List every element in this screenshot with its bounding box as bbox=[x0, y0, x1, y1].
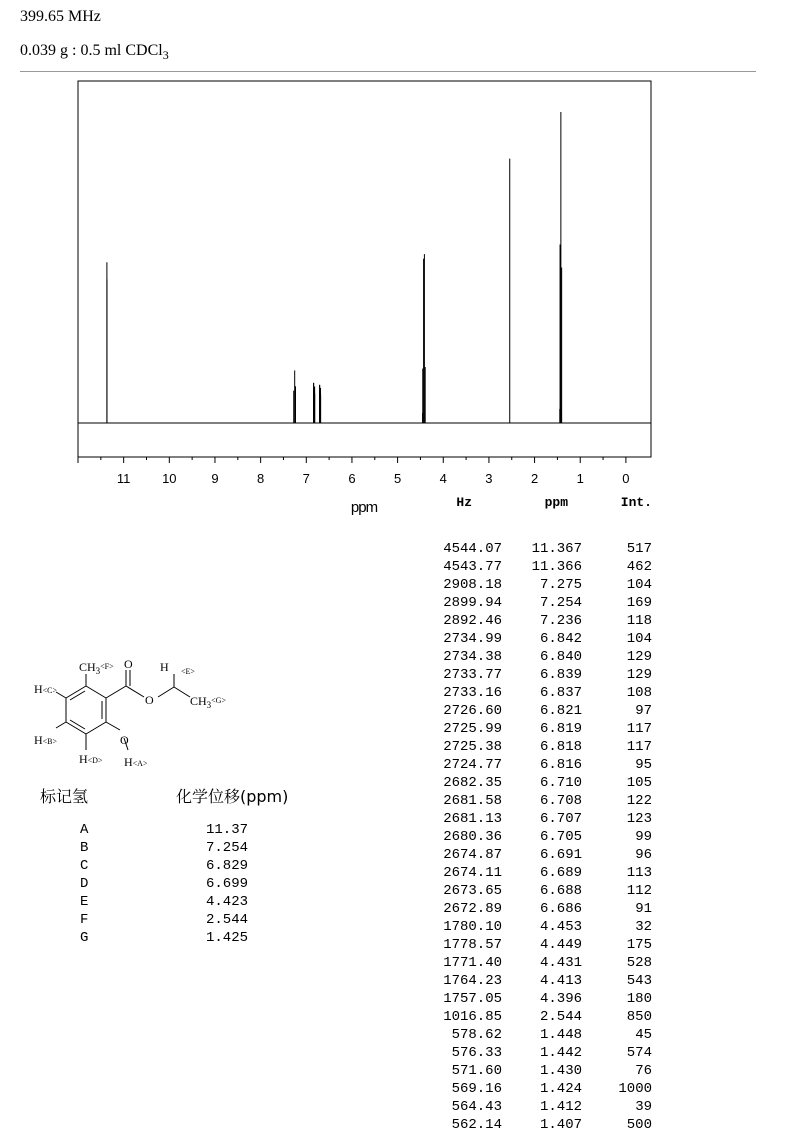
carbonyl-o-label: O bbox=[124, 657, 133, 671]
peak-row bbox=[420, 540, 652, 558]
peak-int: 96 bbox=[635, 847, 652, 863]
peak-ppm: 6.688 bbox=[539, 883, 582, 899]
peak-hz: 1016.85 bbox=[443, 1009, 502, 1025]
peak-hz: 2734.38 bbox=[443, 649, 502, 665]
peak-ppm: 6.819 bbox=[539, 721, 582, 737]
chemical-structure bbox=[28, 654, 258, 774]
peak-int: 118 bbox=[626, 613, 652, 629]
peak-int: 45 bbox=[635, 1027, 652, 1043]
assignment-shift: 4.423 bbox=[205, 894, 248, 910]
peak-row bbox=[420, 882, 652, 900]
x-tick-label: 11 bbox=[116, 471, 131, 486]
x-axis-label: ppm bbox=[350, 499, 378, 516]
h-e-label: H bbox=[160, 660, 169, 674]
assignment-row bbox=[80, 911, 248, 929]
peak-int: 113 bbox=[626, 865, 652, 881]
h-d-label: H<D> bbox=[79, 752, 103, 766]
ch3-f-label: $CH_3^{<F>}$ bbox=[79, 660, 114, 676]
peak-ppm: 6.842 bbox=[539, 631, 582, 647]
label-header: 标记氢 bbox=[40, 787, 89, 806]
peak-ppm: 1.442 bbox=[539, 1045, 582, 1061]
peak-hz: 578.62 bbox=[451, 1027, 502, 1043]
peak-hz: 2892.46 bbox=[443, 613, 502, 629]
peak-int: 129 bbox=[626, 667, 652, 683]
peak-row bbox=[420, 666, 652, 684]
peak-ppm: 7.236 bbox=[539, 613, 582, 629]
peak-int: 112 bbox=[626, 883, 652, 899]
assignment-label: F bbox=[80, 912, 89, 928]
peak-table-header bbox=[420, 494, 652, 512]
assignment-row bbox=[80, 875, 248, 893]
peak-ppm: 7.275 bbox=[539, 577, 582, 593]
peak-hz: 2908.18 bbox=[443, 577, 502, 593]
peak-ppm: 6.705 bbox=[539, 829, 582, 845]
peak-int: 500 bbox=[626, 1117, 652, 1133]
peak-int: 462 bbox=[626, 559, 652, 575]
peak-ppm: 7.254 bbox=[539, 595, 582, 611]
peak-row bbox=[420, 828, 652, 846]
peak-hz: 4543.77 bbox=[443, 559, 502, 575]
peak-row bbox=[420, 702, 652, 720]
peak-int: 108 bbox=[626, 685, 652, 701]
peak-row bbox=[420, 756, 652, 774]
peak-ppm: 1.407 bbox=[539, 1117, 582, 1133]
peak-row bbox=[420, 1080, 652, 1098]
peak-ppm: 6.818 bbox=[539, 739, 582, 755]
assignment-shift: 6.829 bbox=[205, 858, 248, 874]
assignment-label: B bbox=[80, 840, 89, 856]
peak-int: 1000 bbox=[618, 1081, 652, 1097]
sample-text: 0.039 g : 0.5 ml CDCl bbox=[20, 42, 163, 59]
header-hz: Hz bbox=[456, 495, 472, 510]
peak-int: 175 bbox=[626, 937, 652, 953]
peak-hz: 1764.23 bbox=[443, 973, 502, 989]
peak-int: 99 bbox=[635, 829, 652, 845]
peak-hz: 2725.99 bbox=[443, 721, 502, 737]
peak-int: 97 bbox=[635, 703, 652, 719]
assignment-shift: 11.37 bbox=[205, 822, 248, 838]
peak-hz: 2733.16 bbox=[443, 685, 502, 701]
peak-row bbox=[420, 864, 652, 882]
peak-row bbox=[420, 630, 652, 648]
assignment-row bbox=[80, 857, 248, 875]
nmr-spectrum-chart bbox=[0, 0, 794, 530]
peak-int: 543 bbox=[626, 973, 652, 989]
peak-int: 117 bbox=[626, 721, 652, 737]
peak-ppm: 6.837 bbox=[539, 685, 582, 701]
plot-frame bbox=[78, 81, 651, 457]
peak-int: 105 bbox=[626, 775, 652, 791]
peak-ppm: 4.431 bbox=[539, 955, 582, 971]
peak-hz: 2734.99 bbox=[443, 631, 502, 647]
assignment-row bbox=[80, 893, 248, 911]
x-tick-label: 0 bbox=[622, 471, 630, 486]
x-tick-label: 4 bbox=[439, 471, 447, 486]
x-tick-label: 7 bbox=[302, 471, 310, 486]
ester-o-label: O bbox=[145, 693, 154, 707]
x-tick-label: 6 bbox=[348, 471, 356, 486]
peak-hz: 2681.58 bbox=[443, 793, 502, 809]
peak-hz: 576.33 bbox=[451, 1045, 502, 1061]
peak-hz: 2899.94 bbox=[443, 595, 502, 611]
peak-row bbox=[420, 1026, 652, 1044]
peak-row bbox=[420, 918, 652, 936]
assignment-shift: 6.699 bbox=[205, 876, 248, 892]
peak-row bbox=[420, 846, 652, 864]
peak-hz: 2726.60 bbox=[443, 703, 502, 719]
assignment-shift: 2.544 bbox=[205, 912, 248, 928]
peak-int: 95 bbox=[635, 757, 652, 773]
peak-int: 528 bbox=[626, 955, 652, 971]
peak-hz: 562.14 bbox=[451, 1117, 502, 1133]
assignment-label: C bbox=[80, 858, 89, 874]
peak-row bbox=[420, 720, 652, 738]
peak-int: 32 bbox=[635, 919, 652, 935]
assignment-row bbox=[80, 839, 248, 857]
peak-row bbox=[420, 612, 652, 630]
x-tick-label: 5 bbox=[393, 471, 402, 486]
x-tick-label: 3 bbox=[485, 471, 493, 486]
peak-int: 104 bbox=[626, 577, 652, 593]
peak-hz: 2674.11 bbox=[443, 865, 502, 881]
peak-ppm: 6.821 bbox=[539, 703, 582, 719]
assignment-row bbox=[80, 821, 248, 839]
peak-ppm: 4.453 bbox=[539, 919, 582, 935]
peak-ppm: 6.840 bbox=[539, 649, 582, 665]
peak-hz: 2674.87 bbox=[443, 847, 502, 863]
peak-ppm: 4.396 bbox=[539, 991, 582, 1007]
peak-hz: 2725.38 bbox=[443, 739, 502, 755]
peak-int: 169 bbox=[626, 595, 652, 611]
peak-int: 123 bbox=[626, 811, 652, 827]
peak-hz: 2681.13 bbox=[443, 811, 502, 827]
peak-ppm: 6.816 bbox=[539, 757, 582, 773]
h-b-label: H<B> bbox=[34, 733, 58, 747]
assignment-table bbox=[80, 821, 248, 947]
peak-row bbox=[420, 738, 652, 756]
peak-int: 104 bbox=[626, 631, 652, 647]
peak-ppm: 6.691 bbox=[539, 847, 582, 863]
peak-table bbox=[420, 494, 652, 1134]
peak-ppm: 1.430 bbox=[539, 1063, 582, 1079]
peak-ppm: 1.412 bbox=[539, 1099, 582, 1115]
peak-row bbox=[420, 1062, 652, 1080]
peak-row bbox=[420, 1008, 652, 1026]
peak-hz: 2682.35 bbox=[443, 775, 502, 791]
x-tick-label: 2 bbox=[530, 471, 539, 486]
peak-ppm: 11.366 bbox=[531, 559, 582, 575]
peak-ppm: 11.367 bbox=[531, 541, 582, 557]
peak-row bbox=[420, 936, 652, 954]
peak-hz: 1757.05 bbox=[443, 991, 502, 1007]
peak-row bbox=[420, 1116, 652, 1134]
peak-hz: 1780.10 bbox=[443, 919, 502, 935]
assignment-row bbox=[80, 929, 248, 947]
peak-row bbox=[420, 1098, 652, 1116]
spectrometer-frequency: 399.65 MHz bbox=[20, 8, 101, 25]
peak-row bbox=[420, 648, 652, 666]
peak-hz: 564.43 bbox=[451, 1099, 502, 1115]
peak-ppm: 1.448 bbox=[539, 1027, 582, 1043]
header-int: Int. bbox=[620, 495, 652, 510]
e-tag: <E> bbox=[181, 667, 195, 676]
peak-ppm: 6.710 bbox=[539, 775, 582, 791]
peak-row bbox=[420, 576, 652, 594]
peak-row bbox=[420, 594, 652, 612]
peak-row bbox=[420, 990, 652, 1008]
peak-ppm: 6.708 bbox=[539, 793, 582, 809]
header-ppm: ppm bbox=[544, 495, 568, 510]
peak-ppm: 1.424 bbox=[539, 1081, 582, 1097]
peak-row bbox=[420, 900, 652, 918]
peak-ppm: 4.413 bbox=[539, 973, 582, 989]
peak-row bbox=[420, 972, 652, 990]
peak-hz: 2724.77 bbox=[443, 757, 502, 773]
assignment-label: A bbox=[80, 822, 89, 838]
peak-row bbox=[420, 810, 652, 828]
peak-table-body bbox=[420, 540, 652, 1134]
peak-ppm: 6.707 bbox=[539, 811, 582, 827]
peak-hz: 2672.89 bbox=[443, 901, 502, 917]
peak-marks bbox=[107, 112, 562, 423]
peak-hz: 569.16 bbox=[451, 1081, 502, 1097]
peak-int: 517 bbox=[626, 541, 652, 557]
shift-header: 化学位移(ppm) bbox=[176, 787, 289, 806]
peak-ppm: 6.686 bbox=[539, 901, 582, 917]
peak-hz: 1778.57 bbox=[443, 937, 502, 953]
hydroxyl-o-label: O bbox=[120, 733, 129, 747]
ch3-g-label: $CH_3^{<G>}$ bbox=[190, 694, 226, 710]
peak-hz: 2673.65 bbox=[443, 883, 502, 899]
h-a-label: H<A> bbox=[124, 755, 148, 769]
peak-ppm: 4.449 bbox=[539, 937, 582, 953]
peak-int: 574 bbox=[626, 1045, 652, 1061]
x-tick-label: 10 bbox=[162, 471, 177, 486]
peak-int: 39 bbox=[635, 1099, 652, 1115]
peak-hz: 2680.36 bbox=[443, 829, 502, 845]
x-axis-ticks bbox=[78, 457, 630, 486]
assignment-shift: 1.425 bbox=[205, 930, 248, 946]
peak-row bbox=[420, 1044, 652, 1062]
peak-hz: 2733.77 bbox=[443, 667, 502, 683]
peak-int: 117 bbox=[626, 739, 652, 755]
peak-hz: 4544.07 bbox=[443, 541, 502, 557]
sample-subscript: 3 bbox=[162, 48, 169, 63]
peak-int: 76 bbox=[635, 1063, 652, 1079]
x-tick-label: 9 bbox=[211, 471, 219, 486]
peak-hz: 1771.40 bbox=[443, 955, 502, 971]
peak-ppm: 6.839 bbox=[539, 667, 582, 683]
peak-int: 129 bbox=[626, 649, 652, 665]
x-tick-label: 1 bbox=[576, 471, 584, 486]
peak-row bbox=[420, 558, 652, 576]
peak-row bbox=[420, 684, 652, 702]
peak-int: 122 bbox=[626, 793, 652, 809]
peak-int: 850 bbox=[626, 1009, 652, 1025]
peak-int: 180 bbox=[626, 991, 652, 1007]
assignment-label: D bbox=[80, 876, 89, 892]
h-c-label: H<C> bbox=[34, 682, 58, 696]
peak-row bbox=[420, 774, 652, 792]
peak-row bbox=[420, 792, 652, 810]
peak-ppm: 6.689 bbox=[539, 865, 582, 881]
assignment-label: E bbox=[80, 894, 89, 910]
assignment-shift: 7.254 bbox=[205, 840, 248, 856]
peak-int: 91 bbox=[635, 901, 652, 917]
peak-hz: 571.60 bbox=[451, 1063, 502, 1079]
peak-ppm: 2.544 bbox=[539, 1009, 582, 1025]
assignment-label: G bbox=[80, 930, 89, 946]
peak-row bbox=[420, 954, 652, 972]
x-tick-label: 8 bbox=[257, 471, 265, 486]
